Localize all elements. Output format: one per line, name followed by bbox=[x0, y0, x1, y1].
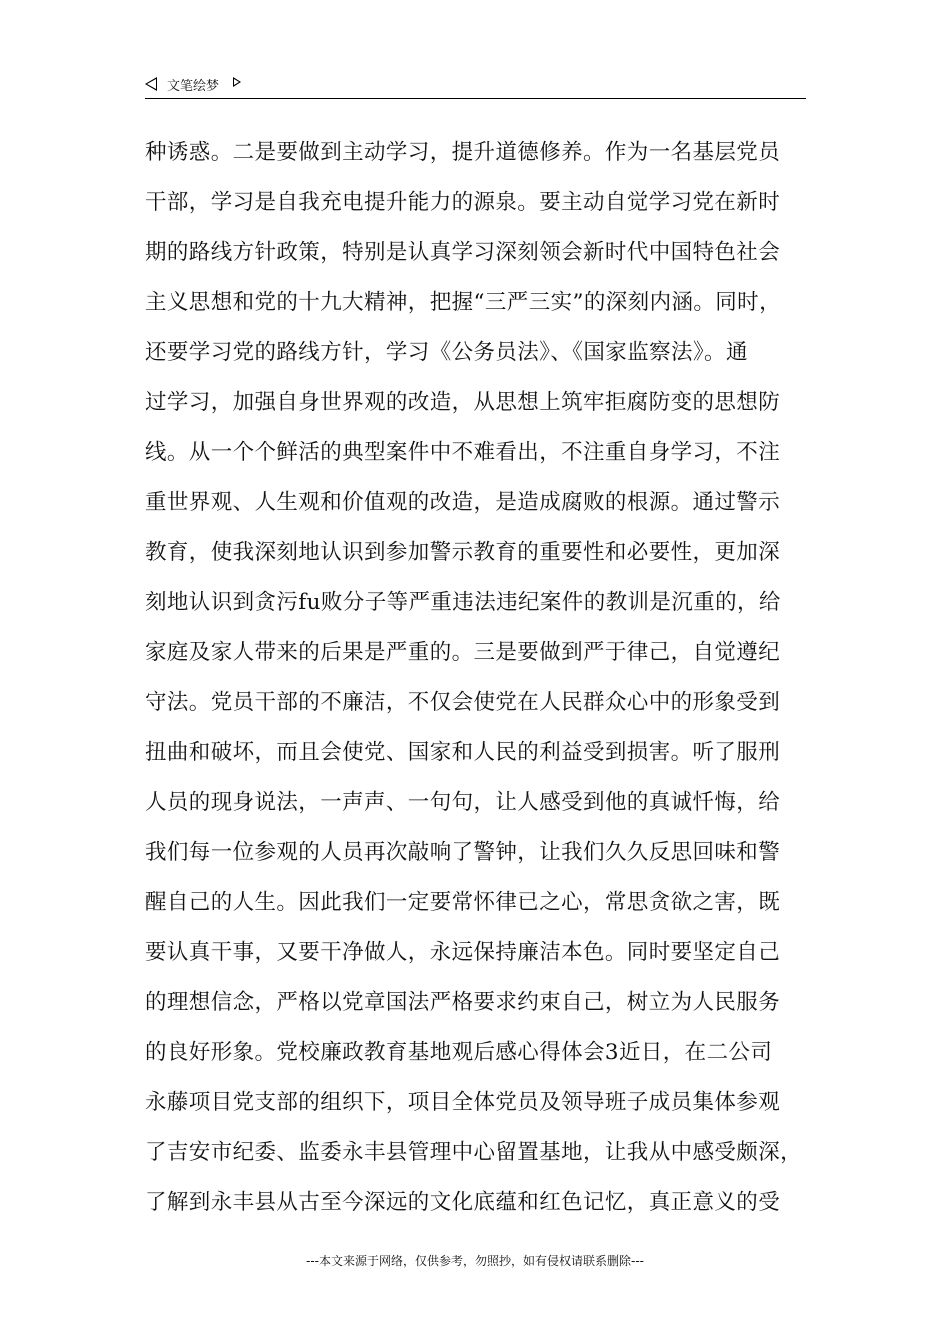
triangle-left-icon bbox=[145, 77, 157, 91]
text-line: 永藤项目党支部的组织下，项目全体党员及领导班子成员集体参观 bbox=[145, 1090, 781, 1115]
text-line: 了吉安市纪委、监委永丰县管理中心留置基地，让我从中感受颇深， bbox=[145, 1140, 803, 1165]
text-line: 的良好形象。党校廉政教育基地观后感心得体会3近日，在二公司 bbox=[145, 1040, 773, 1065]
text-line: 过学习，加强自身世界观的改造，从思想上筑牢拒腐防变的思想防 bbox=[145, 390, 781, 415]
text-line: 了解到永丰县从古至今深远的文化底蕴和红色记忆，真正意义的受 bbox=[145, 1190, 781, 1215]
text-line: 刻地认识到贪污fu败分子等严重违法违纪案件的教训是沉重的，给 bbox=[145, 590, 781, 615]
text-line: 期的路线方针政策，特别是认真学习深刻领会新时代中国特色社会 bbox=[145, 240, 781, 265]
text-line: 人员的现身说法，一声声、一句句，让人感受到他的真诚忏悔，给 bbox=[145, 790, 781, 815]
text-line: 重世界观、人生观和价值观的改造，是造成腐败的根源。通过警示 bbox=[145, 490, 781, 515]
text-line: 醒自己的人生。因此我们一定要常怀律已之心，常思贪欲之害，既 bbox=[145, 890, 781, 915]
text-line: 的理想信念，严格以党章国法严格要求约束自己，树立为人民服务 bbox=[145, 990, 781, 1015]
text-line: 要认真干事，又要干净做人，永远保持廉洁本色。同时要坚定自己 bbox=[145, 940, 781, 965]
text-line: 主义思想和党的十九大精神，把握“三严三实”的深刻内涵。同时， bbox=[145, 290, 781, 315]
text-line: 干部，学习是自我充电提升能力的源泉。要主动自觉学习党在新时 bbox=[145, 190, 781, 215]
text-line: 还要学习党的路线方针，学习《公务员法》、《国家监察法》。通 bbox=[145, 340, 748, 365]
text-line: 我们每一位参观的人员再次敲响了警钟，让我们久久反思回味和警 bbox=[145, 840, 781, 865]
page-header bbox=[145, 72, 806, 99]
text-line: 教育，使我深刻地认识到参加警示教育的重要性和必要性，更加深 bbox=[145, 540, 781, 565]
page-footer: ---本文来源于网络，仅供参考，勿照抄，如有侵权请联系删除--- bbox=[306, 1254, 644, 1268]
text-line: 种诱惑。二是要做到主动学习，提升道德修养。作为一名基层党员 bbox=[145, 140, 781, 165]
document-body bbox=[145, 128, 815, 1228]
text-line: 扭曲和破坏，而且会使党、国家和人民的利益受到损害。听了服刑 bbox=[145, 740, 781, 765]
triangle-right-icon bbox=[233, 77, 241, 87]
text-line: 守法。党员干部的不廉洁，不仅会使党在人民群众心中的形象受到 bbox=[145, 690, 781, 715]
text-line: 线。从一个个鲜活的典型案件中不难看出，不注重自身学习，不注 bbox=[145, 440, 781, 465]
text-line: 家庭及家人带来的后果是严重的。三是要做到严于律己，自觉遵纪 bbox=[145, 640, 781, 665]
header-title: 文笔绘梦 bbox=[167, 79, 220, 94]
